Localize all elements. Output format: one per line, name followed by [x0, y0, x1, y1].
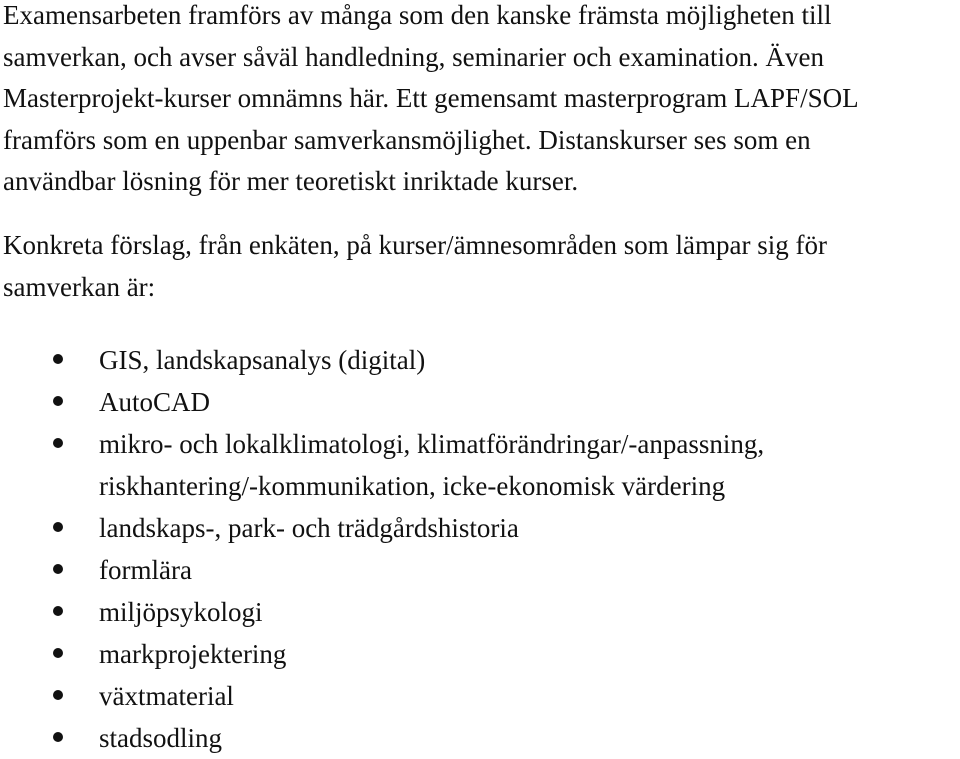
list-item — [3, 423, 764, 507]
course-suggestion-list — [3, 339, 764, 759]
bullet-icon — [53, 522, 63, 532]
list-item-text: landskaps-, park- och trädgårdshistoria — [99, 513, 519, 543]
list-item-text: riskhantering/-kommunikation, icke-ekonomisk värdering — [99, 471, 726, 501]
bullet-icon — [53, 690, 63, 700]
bullet-icon — [53, 732, 63, 742]
bullet-icon — [53, 354, 63, 364]
document-page — [3, 0, 960, 754]
list-item — [3, 339, 764, 381]
bullet-icon — [53, 606, 63, 616]
paragraph-line: Masterprojekt-kurser omnämns här. Ett gemensamt masterprogram LAPF/SOL — [3, 83, 859, 113]
list-item — [3, 717, 764, 759]
list-item-text: GIS, landskapsanalys (digital) — [99, 345, 426, 375]
list-item-text: stadsodling — [99, 723, 223, 753]
proposals-paragraph — [3, 225, 827, 308]
bullet-icon — [53, 648, 63, 658]
list-item — [3, 675, 764, 717]
list-item-text: formlära — [99, 555, 192, 585]
intro-paragraph — [3, 0, 859, 203]
paragraph-line: Konkreta förslag, från enkäten, på kurser/ämnesområden som lämpar sig för — [3, 230, 827, 260]
paragraph-line: samverkan är: — [3, 271, 156, 302]
list-item-text: AutoCAD — [99, 387, 211, 417]
bullet-icon — [53, 564, 63, 574]
list-item — [3, 507, 764, 549]
bullet-icon — [53, 438, 63, 448]
list-item-text: mikro- och lokalklimatologi, klimatförändringar/-anpassning, — [99, 429, 765, 459]
list-item — [3, 633, 764, 675]
bullet-icon — [53, 396, 63, 406]
list-item-text: miljöpsykologi — [99, 597, 263, 627]
paragraph-line: Examensarbeten framförs av många som den kanske främsta möjligheten till — [3, 0, 832, 30]
paragraph-line: samverkan, och avser såväl handledning, seminarier och examination. Även — [3, 41, 824, 72]
list-item — [3, 549, 764, 591]
list-item-text: växtmaterial — [99, 681, 234, 711]
list-item — [3, 591, 764, 633]
list-item — [3, 381, 764, 423]
paragraph-line: framförs som en uppenbar samverkansmöjlighet. Distanskurser ses som en — [3, 124, 811, 155]
list-item-text: markprojektering — [99, 639, 287, 669]
paragraph-line: användbar lösning för mer teoretiskt inriktade kurser. — [3, 166, 579, 196]
